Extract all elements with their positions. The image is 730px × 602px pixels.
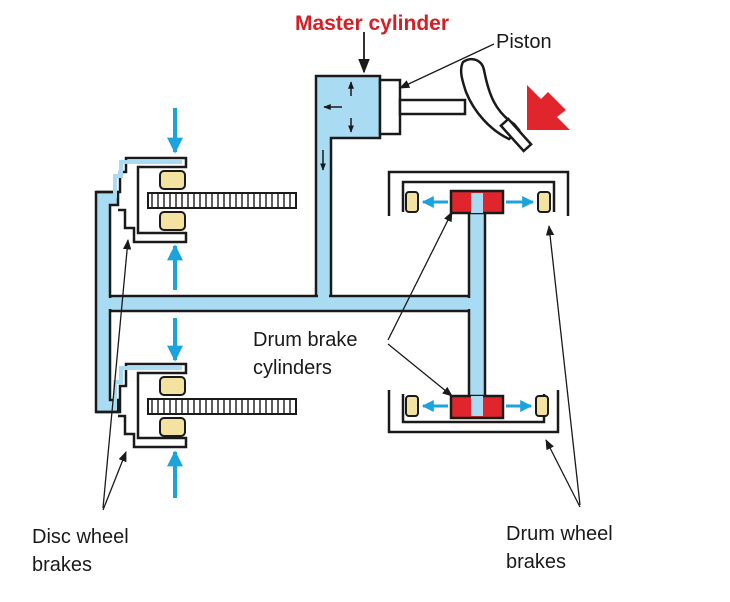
piston-rod [400,100,465,114]
drum-shoe-pad [536,396,548,416]
pedal-force-arrow [527,85,570,130]
piston-head [380,80,400,134]
master-cylinder-label: Master cylinder [294,12,450,35]
drum-wheel-brakes-line2: brakes [506,551,567,573]
master-cylinder-assembly [380,59,570,151]
drum-wheel-brakes-line1: Drum wheel [506,523,613,545]
drum-brake-upper [389,172,568,216]
drum-shoe-pad [406,192,418,212]
disc-pad-upper-bottom [160,212,185,230]
drum-brake-lower [389,390,558,432]
drum-brake-cylinders-label [253,329,363,379]
disc-wheel-brakes-line1: Disc wheel [32,526,129,548]
disc-wheel-brakes-line2: brakes [32,554,93,576]
drum-brake-cylinders-line2: cylinders [253,357,332,379]
drum-brake-cylinders-line1: Drum brake [253,329,358,351]
disc-pad-lower-top [160,377,185,395]
drum-shoe-pad [538,192,550,212]
disc-wheel-brakes-label [32,526,134,576]
disc-pad-upper-top [160,171,185,189]
piston-label: Piston [496,31,552,53]
drum-shoe-pad [406,396,418,416]
drum-wheel-brakes-label [506,523,618,573]
disc-pad-lower-bottom [160,418,185,436]
